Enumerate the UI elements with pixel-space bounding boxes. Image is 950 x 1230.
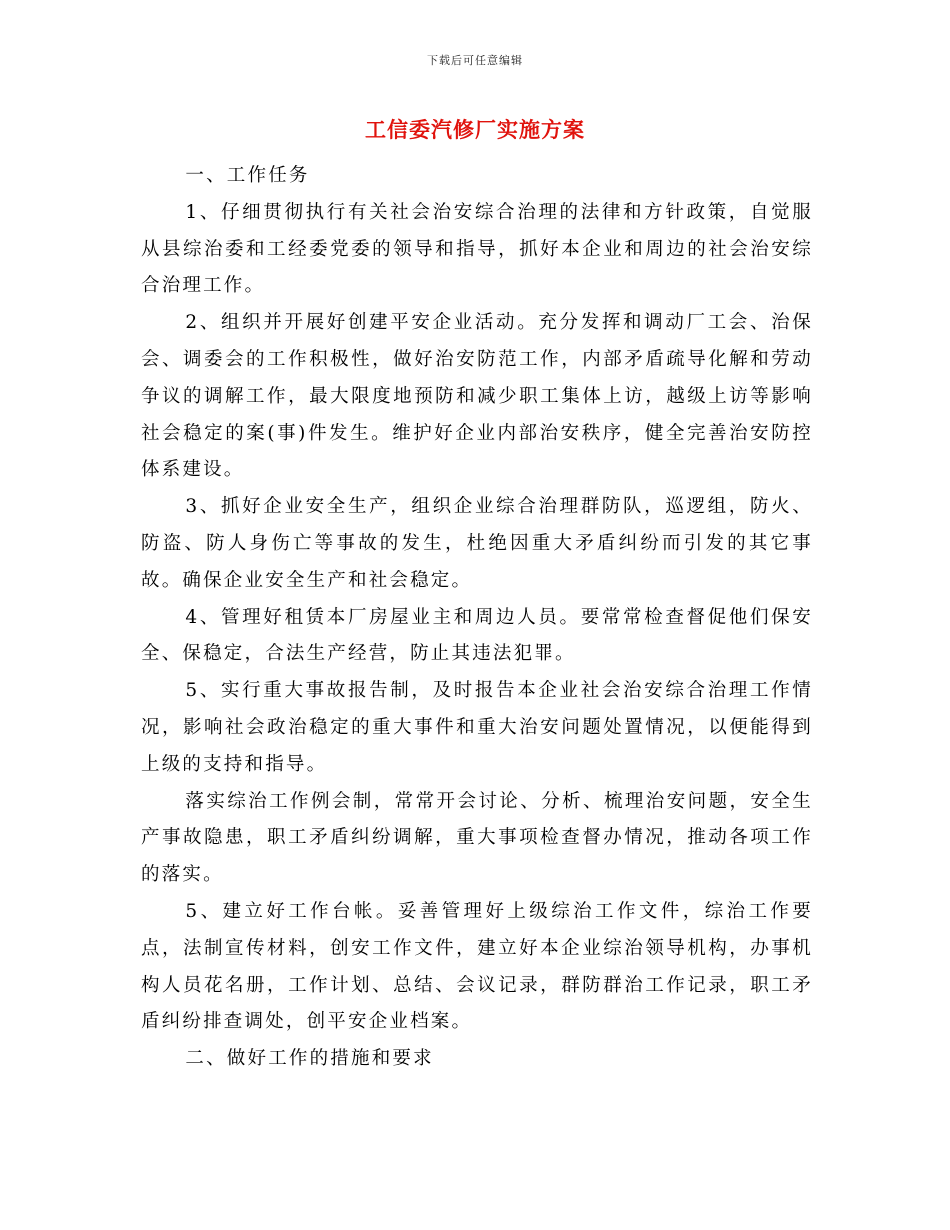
section-heading-tasks: 一、工作任务 — [185, 165, 310, 186]
paragraph-item-3: 3、抓好企业安全生产，组织企业综合治理群防队，巡逻组，防火、防盗、防人身伤亡等事故的发生，杜绝因重大矛盾纠纷而引发的其它事故。确保企业安全生产和社会稳定。 — [141, 496, 813, 591]
document-body — [141, 158, 813, 1078]
paragraph-meeting-system: 落实综治工作例会制，常常开会讨论、分析、梳理治安问题，安全生产事故隐患，职工矛盾纠纷调解，重大事项检查督办情况，推动各项工作的落实。 — [141, 790, 813, 886]
section-heading-measures: 二、做好工作的措施和要求 — [185, 1048, 434, 1070]
paragraph-item-4: 4、管理好租赁本厂房屋业主和周边人员。要常常检查督促他们保安全、保稳定，合法生产经营，防止其违法犯罪。 — [141, 606, 813, 665]
document-title: 工信委汽修厂实施方案 — [365, 117, 585, 142]
paragraph-item-2: 2、组织并开展好创建平安企业活动。充分发挥和调动厂工会、治保会、调委会的工作积极性，做好治安防范工作，内部矛盾疏导化解和劳动争议的调解工作，最大限度地预防和减少职工集体上访，越级上访等影响社会稳定的案(事)件发生。维护好企业内部治安秩序，健全完善治安防控体系建设。 — [141, 312, 813, 481]
paragraph-item-1: 1、仔细贯彻执行有关社会治安综合治理的法律和方针政策，自觉服从县综治委和工经委党委的领导和指导，抓好本企业和周边的社会治安综合治理工作。 — [141, 201, 813, 297]
header-note: 下载后可任意编辑 — [427, 54, 523, 67]
paragraph-item-5: 5、实行重大事故报告制，及时报告本企业社会治安综合治理工作情况，影响社会政治稳定的重大事件和重大治安问题处置情况，以便能得到上级的支持和指导。 — [141, 680, 813, 775]
paragraph-item-5-ledger: 5、建立好工作台帐。妥善管理好上级综治工作文件，综治工作要点，法制宣传材料，创安工作文件，建立好本企业综治领导机构，办事机构人员花名册，工作计划、总结、会议记录，群防群治工作记录，职工矛盾纠纷排查调处，创平安企业档案。 — [141, 900, 813, 1033]
